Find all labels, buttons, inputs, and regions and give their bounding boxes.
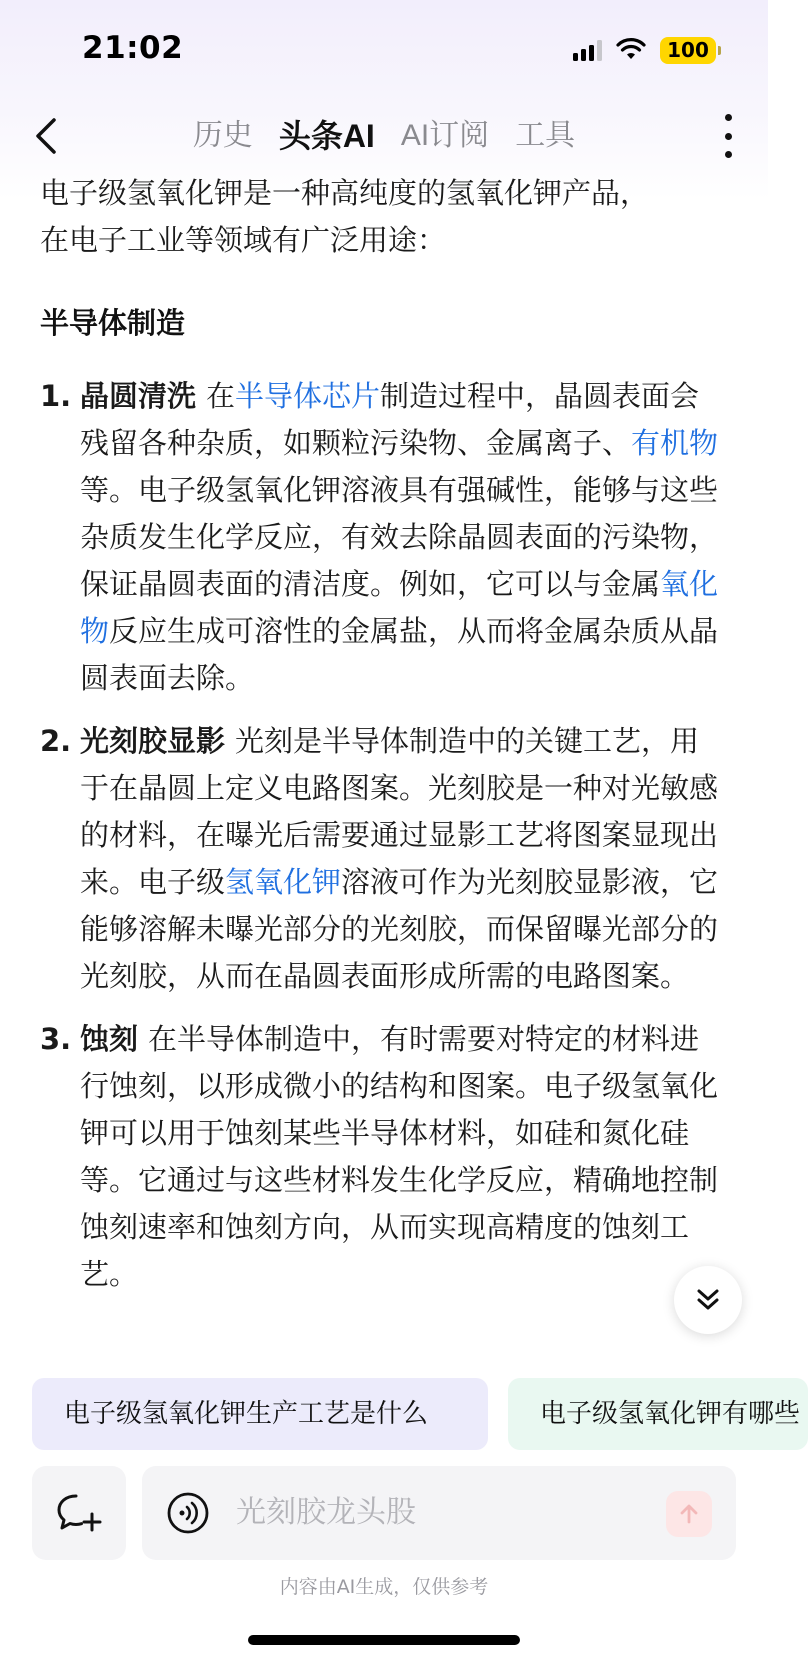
link-organic-matter[interactable]: 有机物 [631,426,719,460]
suggested-questions [32,1378,801,1450]
item-heading: 蚀刻 [80,1022,139,1056]
more-dot-icon [725,114,732,121]
tab-toutiao-ai[interactable]: 头条AI [278,118,375,154]
intro-line: 在电子工业等领域有广泛用途： [40,223,447,257]
question-input[interactable] [142,1466,736,1560]
double-chevron-down-icon [693,1285,723,1315]
tab-ai-subscription[interactable]: AI订阅 [400,119,490,152]
nav-tabs [0,112,768,160]
voice-input-icon[interactable] [166,1491,210,1535]
item-text: 等。电子级氢氧化钾溶液具有强碱性，能够与这些杂质发生化学反应，有效去除晶圆表面的污染物，保证晶圆表面的清洁度。例如，它可以与金属 [80,473,719,601]
status-icons [573,36,716,64]
home-indicator[interactable] [248,1635,520,1645]
intro-paragraph [40,170,720,264]
suggestion-chip[interactable]: 电子级氢氧化钾生产工艺是什么 [32,1378,488,1450]
item-text: 在半导体制造中，有时需要对特定的材料进行蚀刻，以形成微小的结构和图案。电子级氢氧化钾可以用于蚀刻某些半导体材料，如硅和氮化硅等。它通过与这些材料发生化学反应，精确地控制蚀刻速率和蚀刻方向，从而实现高精度的蚀刻工艺。 [80,1022,719,1291]
item-text: 制造过程中，晶圆表面会残留各种杂质，如颗粒污染物、金属离子、 [80,379,700,460]
input-placeholder: 光刻胶龙头股 [236,1495,416,1530]
item-text: 反应生成可溶性的金属盐，从而将金属杂质从晶圆表面去除。 [80,614,719,695]
wifi-icon [616,39,646,61]
item-number: 2. [40,724,72,758]
chat-plus-icon [56,1492,102,1534]
list-item [40,718,720,1000]
link-potassium-hydroxide[interactable]: 氢氧化钾 [225,865,342,899]
usage-list [40,373,720,1298]
status-time: 21:02 [82,30,184,66]
signal-icon [573,39,602,61]
tab-history[interactable]: 历史 [192,119,253,152]
link-semiconductor-chip[interactable]: 半导体芯片 [235,379,381,413]
item-heading: 晶圆清洗 [80,379,197,413]
item-number: 3. [40,1022,72,1056]
list-item [40,373,720,702]
item-text: 光刻是半导体制造中的关键工艺，用于在晶圆上定义电路图案。光刻胶是一种对光敏感的材料，在曝光后需要通过显影工艺将图案显现出来。电子级 [80,724,719,899]
item-number: 1. [40,379,72,413]
answer-content[interactable] [40,170,720,1362]
more-dot-icon [725,133,732,140]
battery-level: 100 [667,38,709,62]
intro-line: 电子级氢氧化钾是一种高纯度的氢氧化钾产品， [40,176,650,210]
tab-tools[interactable]: 工具 [515,119,576,152]
item-text: 在 [206,379,236,413]
arrow-up-icon [677,1502,701,1526]
list-item [40,1016,720,1298]
item-text: 溶液可作为光刻胶显影液，它能够溶解未曝光部分的光刻胶，而保留曝光部分的光刻胶，从而在晶圆表面形成所需的电路图案。 [80,865,719,993]
ai-disclaimer: 内容由AI生成，仅供参考 [279,1576,489,1598]
more-dot-icon [725,151,732,158]
item-heading: 光刻胶显影 [80,724,226,758]
more-menu-button[interactable] [722,114,734,158]
content-fade [0,1296,768,1360]
section-title: 半导体制造 [40,306,186,340]
suggestion-chip[interactable]: 电子级氢氧化钾有哪些 [508,1378,808,1450]
link-oxide[interactable]: 氧化物 [80,567,719,648]
scroll-to-bottom-button[interactable] [674,1266,742,1334]
battery-icon [660,37,716,64]
send-button[interactable] [666,1491,712,1537]
new-chat-button[interactable] [32,1466,126,1560]
